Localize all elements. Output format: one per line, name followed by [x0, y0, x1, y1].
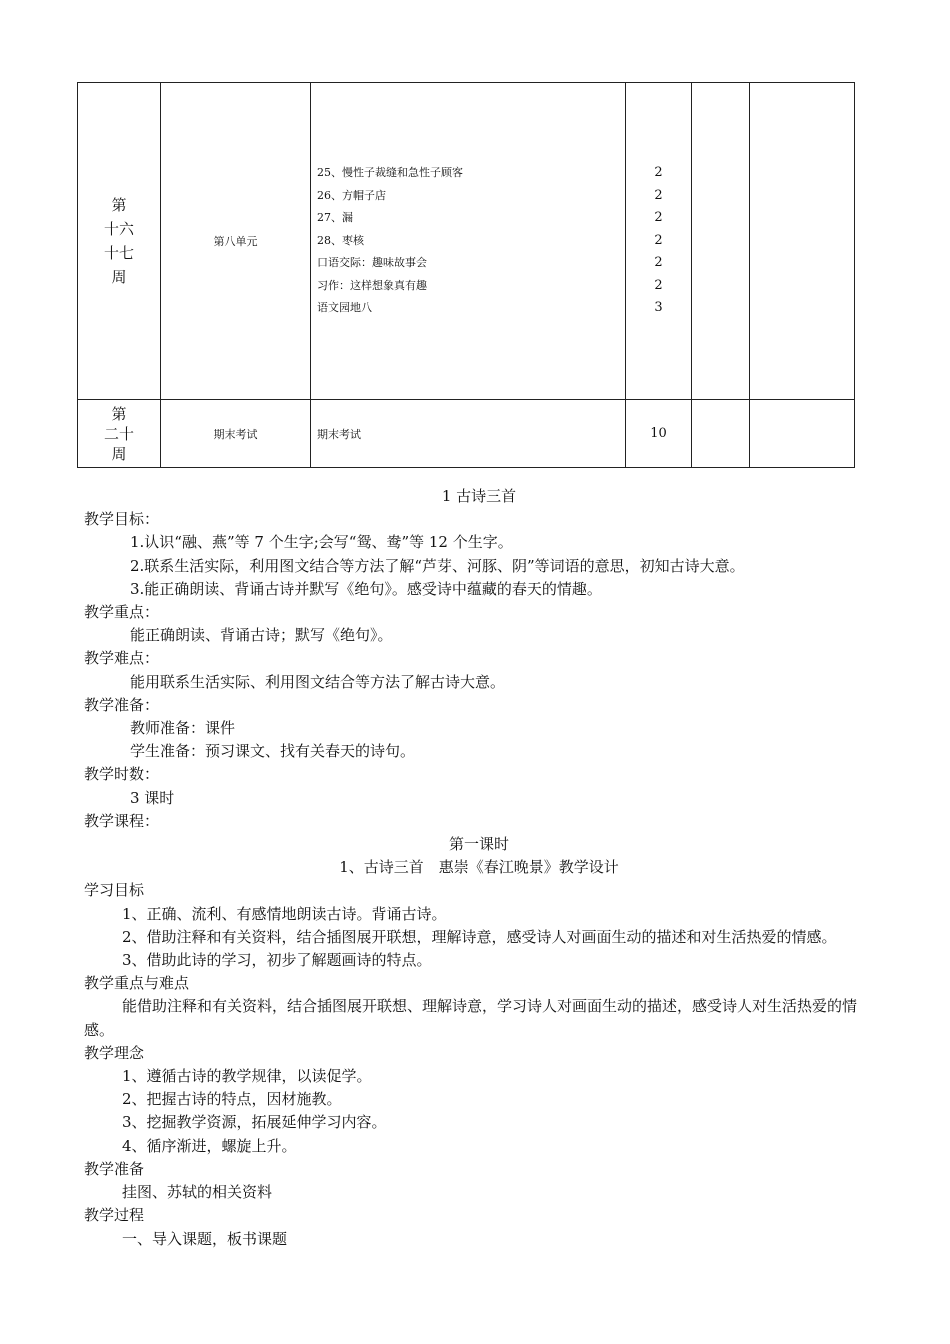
section-heading: 教学课程：: [84, 811, 160, 830]
week-label: 二十: [103, 424, 134, 443]
teacher-prep-text: 教师准备：课件: [130, 719, 236, 738]
learning-goal: 1、正确、流利、有感情地朗读古诗。背诵古诗。: [122, 904, 447, 923]
section-heading: 教学重点与难点: [84, 974, 190, 993]
unit-cell: [161, 400, 311, 468]
section-heading: 教学准备：: [84, 695, 160, 714]
week-label: 周: [111, 268, 127, 286]
process-step: 一、导入课题，板书课题: [122, 1229, 288, 1248]
hours-value: 2: [654, 255, 663, 271]
empty-cell: [750, 400, 855, 468]
hours-value: 3: [654, 300, 663, 316]
lesson-title: 1 古诗三首: [441, 487, 517, 505]
lesson-item: 口语交际：趣味故事会: [317, 256, 427, 270]
concept-item: 3、挖掘教学资源，拓展延伸学习内容。: [122, 1113, 387, 1132]
section-heading: 教学准备: [84, 1159, 145, 1178]
goal-item: 3.能正确朗读、背诵古诗并默写《绝句》。感受诗中蕴藏的春天的情趣。: [130, 579, 602, 598]
empty-cell: [692, 83, 750, 400]
lesson-item: 27、漏: [317, 211, 353, 225]
lesson-document: [84, 485, 874, 1251]
lesson-item: 语文园地八: [317, 301, 372, 315]
unit-cell: [161, 83, 311, 400]
schedule-table: [77, 82, 855, 468]
concept-item: 1、遵循古诗的教学规律，以读促学。: [122, 1067, 372, 1086]
key-difficulty-text: 能借助注释和有关资料，结合插图展开联想、理解诗意，学习诗人对画面生动的描述，感受诗人对生活热爱的情感。: [84, 997, 858, 1039]
content-cell: [311, 83, 626, 400]
concept-item: 2、把握古诗的特点，因材施教。: [122, 1090, 342, 1109]
hours-value: 2: [654, 210, 663, 226]
time-text: 3 课时: [130, 788, 175, 807]
difficulty-text: 能用联系生活实际、利用图文结合等方法了解古诗大意。: [130, 672, 506, 691]
lesson-item: 25、慢性子裁缝和急性子顾客: [317, 166, 463, 180]
goal-item: 1.认识“融、燕”等 7 个生字;会写“鸳、鸯”等 12 个生字。: [130, 533, 513, 552]
lesson-item: 期末考试: [317, 427, 361, 441]
hours-value: 2: [654, 165, 663, 181]
week-cell: [78, 83, 161, 400]
lesson-item: 26、方帽子店: [317, 188, 386, 202]
lesson-item: 习作：这样想象真有趣: [317, 278, 427, 292]
section-heading: 教学过程: [84, 1206, 145, 1225]
section-heading: 教学理念: [84, 1043, 145, 1062]
section-heading: 学习目标: [84, 881, 145, 900]
table-row: [78, 400, 855, 468]
goal-item: 2.联系生活实际，利用图文结合等方法了解“芦芽、河豚、阴”等词语的意思，初知古诗大意。: [130, 556, 745, 575]
student-prep-text: 学生准备：预习课文、找有关春天的诗句。: [130, 742, 416, 761]
design-title: 1、古诗三首 惠崇《春江晚景》教学设计: [339, 858, 619, 877]
unit-label: 期末考试: [213, 427, 258, 441]
concept-item: 4、循序渐进，螺旋上升。: [122, 1136, 297, 1155]
section-heading: 教学难点：: [84, 649, 160, 668]
section-heading: 教学目标：: [84, 510, 160, 529]
lesson-item: 28、枣核: [317, 233, 364, 247]
learning-goal: 3、借助此诗的学习，初步了解题画诗的特点。: [122, 951, 432, 970]
table-row: [78, 83, 855, 400]
hours-cell: [626, 83, 692, 400]
section-heading: 教学重点：: [84, 603, 160, 622]
hours-value: 2: [654, 187, 663, 203]
week-label: 第: [111, 196, 127, 214]
week-label: 第: [111, 404, 127, 423]
hours-value: 10: [650, 426, 667, 441]
key-point-text: 能正确朗读、背诵古诗；默写《绝句》。: [130, 626, 393, 645]
learning-goal: 2、借助注释和有关资料，结合插图展开联想，理解诗意，感受诗人对画面生动的描述和对生活热爱的情感。: [122, 927, 837, 946]
week-label: 周: [111, 444, 127, 463]
hours-value: 2: [654, 232, 663, 248]
week-label: 十七: [103, 244, 134, 262]
content-cell: [311, 400, 626, 468]
empty-cell: [692, 400, 750, 468]
hours-cell: [626, 400, 692, 468]
period-title: 第一课时: [448, 835, 509, 854]
unit-label: 第八单元: [213, 235, 258, 248]
materials-text: 挂图、苏轼的相关资料: [122, 1183, 273, 1202]
week-cell: [78, 400, 161, 468]
week-label: 十六: [103, 220, 134, 238]
empty-cell: [750, 83, 855, 400]
hours-value: 2: [654, 277, 663, 293]
section-heading: 教学时数：: [84, 765, 160, 784]
